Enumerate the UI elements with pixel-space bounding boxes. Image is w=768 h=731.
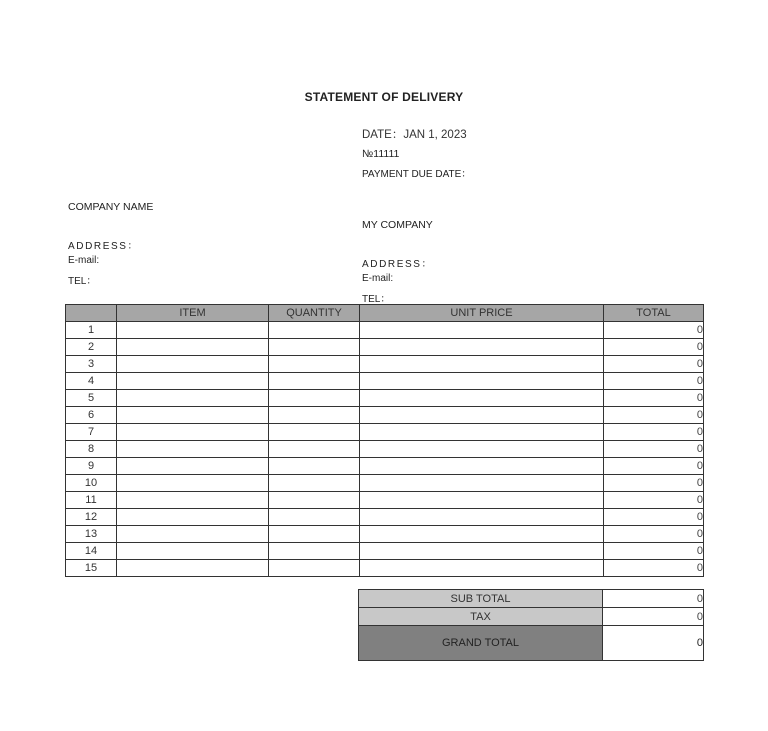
item-cell[interactable] [117, 475, 269, 492]
item-cell[interactable] [117, 492, 269, 509]
total-cell[interactable]: 0 [604, 322, 704, 339]
row-number: 8 [66, 441, 117, 458]
item-cell[interactable] [117, 560, 269, 577]
tax-value[interactable]: 0 [603, 608, 704, 626]
quantity-cell[interactable] [269, 322, 360, 339]
customer-tel: TEL： [68, 276, 97, 287]
grand-total-label: GRAND TOTAL [359, 626, 603, 661]
unit-price-cell[interactable] [360, 543, 604, 560]
quantity-cell[interactable] [269, 458, 360, 475]
row-number: 12 [66, 509, 117, 526]
table-row [66, 339, 704, 356]
item-cell[interactable] [117, 356, 269, 373]
total-cell[interactable]: 0 [604, 509, 704, 526]
row-number: 3 [66, 356, 117, 373]
row-number: 9 [66, 458, 117, 475]
table-row [66, 458, 704, 475]
unit-price-cell[interactable] [360, 390, 604, 407]
table-header-row [66, 305, 704, 322]
subtotal-label: SUB TOTAL [359, 590, 603, 608]
row-number: 5 [66, 390, 117, 407]
total-cell[interactable]: 0 [604, 458, 704, 475]
row-number: 14 [66, 543, 117, 560]
table-row [66, 390, 704, 407]
sender-email: E-mail: [362, 273, 394, 284]
total-cell[interactable]: 0 [604, 373, 704, 390]
row-number: 7 [66, 424, 117, 441]
row-number: 1 [66, 322, 117, 339]
tax-row [359, 608, 704, 626]
item-cell[interactable] [117, 390, 269, 407]
quantity-cell[interactable] [269, 356, 360, 373]
unit-price-cell[interactable] [360, 356, 604, 373]
table-row [66, 441, 704, 458]
table-row [66, 526, 704, 543]
unit-price-cell[interactable] [360, 424, 604, 441]
item-cell[interactable] [117, 509, 269, 526]
quantity-cell[interactable] [269, 407, 360, 424]
unit-price-cell[interactable] [360, 458, 604, 475]
header-unit-price: UNIT PRICE [360, 305, 604, 322]
table-row [66, 322, 704, 339]
quantity-cell[interactable] [269, 373, 360, 390]
unit-price-cell[interactable] [360, 509, 604, 526]
item-cell[interactable] [117, 373, 269, 390]
header-quantity: QUANTITY [269, 305, 360, 322]
quantity-cell[interactable] [269, 543, 360, 560]
document-date: DATE：JAN 1, 2023 [362, 129, 467, 141]
quantity-cell[interactable] [269, 560, 360, 577]
total-cell[interactable]: 0 [604, 560, 704, 577]
item-cell[interactable] [117, 441, 269, 458]
table-row [66, 492, 704, 509]
unit-price-cell[interactable] [360, 492, 604, 509]
grand-total-row [359, 626, 704, 661]
unit-price-cell[interactable] [360, 339, 604, 356]
header-no [66, 305, 117, 322]
unit-price-cell[interactable] [360, 441, 604, 458]
items-table [65, 304, 704, 577]
quantity-cell[interactable] [269, 339, 360, 356]
item-cell[interactable] [117, 458, 269, 475]
subtotal-value[interactable]: 0 [603, 590, 704, 608]
unit-price-cell[interactable] [360, 560, 604, 577]
unit-price-cell[interactable] [360, 373, 604, 390]
table-row [66, 407, 704, 424]
row-number: 2 [66, 339, 117, 356]
document-title: STATEMENT OF DELIVERY [304, 90, 464, 104]
unit-price-cell[interactable] [360, 475, 604, 492]
item-cell[interactable] [117, 526, 269, 543]
table-row [66, 560, 704, 577]
row-number: 13 [66, 526, 117, 543]
quantity-cell[interactable] [269, 509, 360, 526]
grand-total-value[interactable]: 0 [603, 626, 704, 661]
tax-label: TAX [359, 608, 603, 626]
unit-price-cell[interactable] [360, 526, 604, 543]
total-cell[interactable]: 0 [604, 390, 704, 407]
row-number: 15 [66, 560, 117, 577]
total-cell[interactable]: 0 [604, 407, 704, 424]
customer-company-name: COMPANY NAME [68, 201, 154, 213]
payment-due-date: PAYMENT DUE DATE： [362, 169, 472, 180]
quantity-cell[interactable] [269, 390, 360, 407]
quantity-cell[interactable] [269, 424, 360, 441]
quantity-cell[interactable] [269, 475, 360, 492]
summary-table [358, 589, 704, 661]
row-number: 4 [66, 373, 117, 390]
quantity-cell[interactable] [269, 441, 360, 458]
table-row [66, 509, 704, 526]
total-cell[interactable]: 0 [604, 492, 704, 509]
item-cell[interactable] [117, 407, 269, 424]
item-cell[interactable] [117, 424, 269, 441]
header-total: TOTAL [604, 305, 704, 322]
total-cell[interactable]: 0 [604, 356, 704, 373]
row-number: 6 [66, 407, 117, 424]
customer-email: E-mail: [68, 255, 100, 266]
total-cell[interactable]: 0 [604, 526, 704, 543]
total-cell[interactable]: 0 [604, 424, 704, 441]
document-number: №11111 [362, 148, 400, 160]
customer-address: ADDRESS： [68, 241, 140, 252]
item-cell[interactable] [117, 339, 269, 356]
table-row [66, 475, 704, 492]
row-number: 11 [66, 492, 117, 509]
quantity-cell[interactable] [269, 492, 360, 509]
unit-price-cell[interactable] [360, 407, 604, 424]
sender-address: ADDRESS： [362, 259, 434, 270]
table-row [66, 543, 704, 560]
unit-price-cell[interactable] [360, 322, 604, 339]
quantity-cell[interactable] [269, 526, 360, 543]
table-row [66, 356, 704, 373]
sender-tel: TEL： [362, 294, 391, 305]
table-row [66, 424, 704, 441]
header-item: ITEM [117, 305, 269, 322]
item-cell[interactable] [117, 543, 269, 560]
table-row [66, 373, 704, 390]
row-number: 10 [66, 475, 117, 492]
total-cell[interactable]: 0 [604, 339, 704, 356]
total-cell[interactable]: 0 [604, 543, 704, 560]
total-cell[interactable]: 0 [604, 441, 704, 458]
total-cell[interactable]: 0 [604, 475, 704, 492]
item-cell[interactable] [117, 322, 269, 339]
subtotal-row [359, 590, 704, 608]
sender-company-name: MY COMPANY [362, 219, 433, 231]
